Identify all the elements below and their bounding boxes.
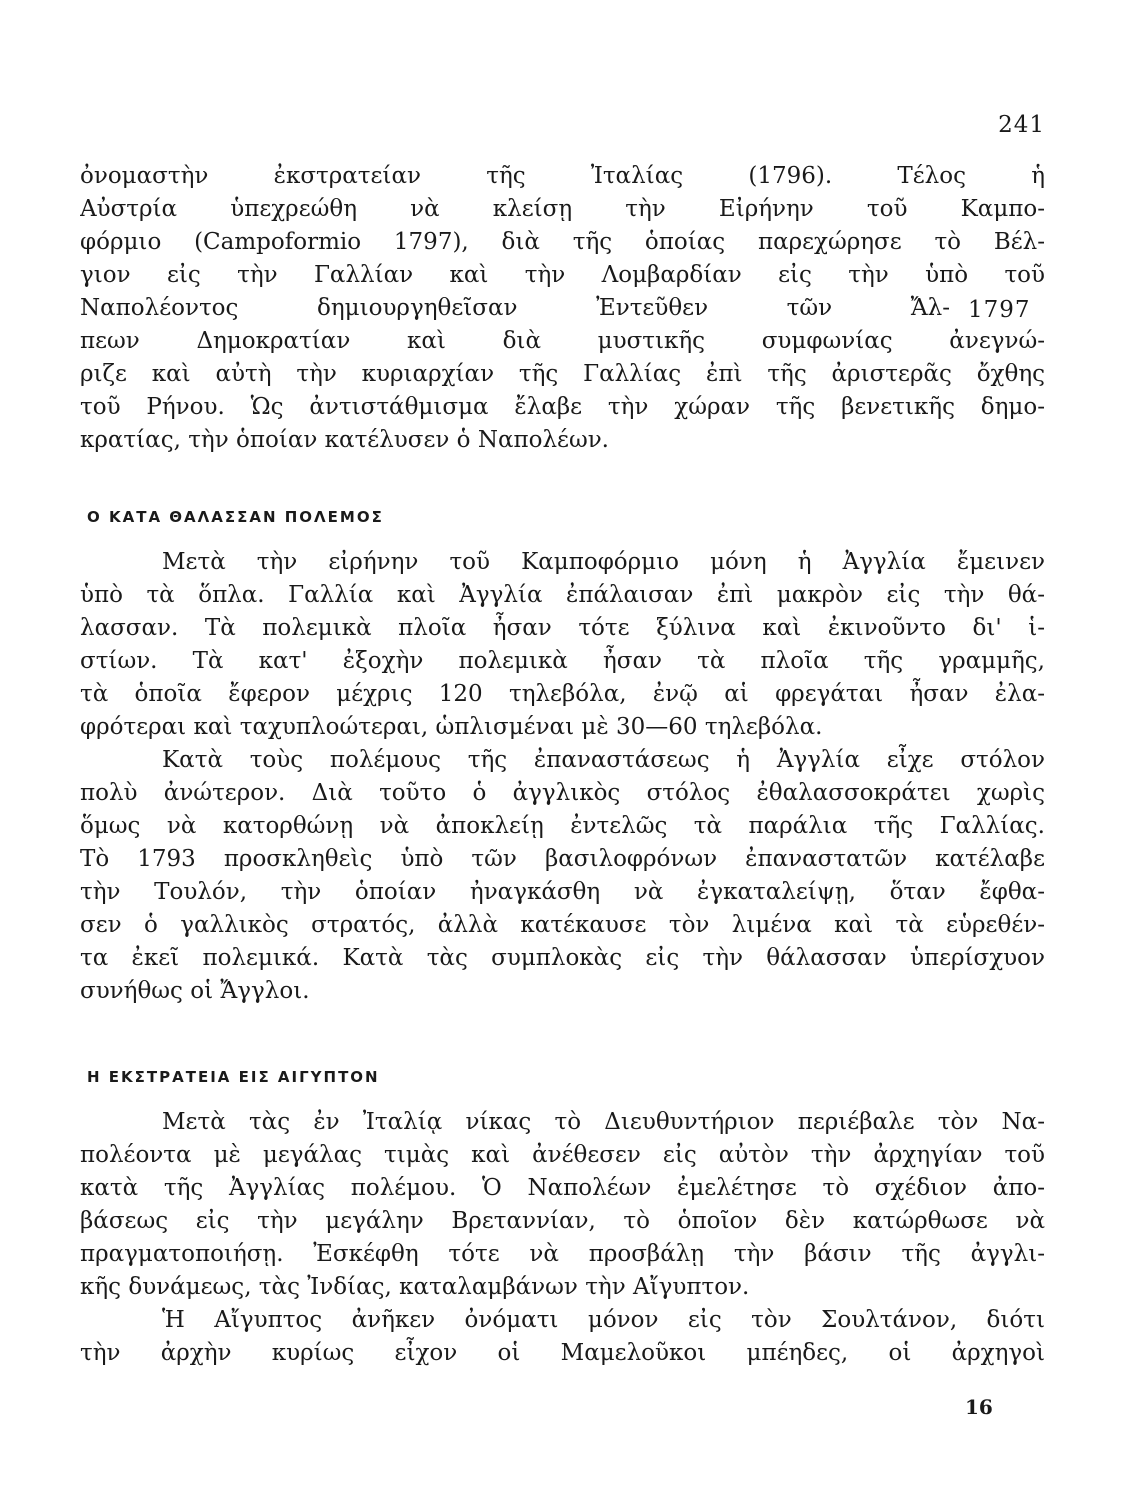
text-line: στίων. Τὰ κατ' ἐξοχὴν πολεμικὰ ἦσαν τὰ πλοῖα τῆς γραμμῆς,	[80, 648, 1045, 674]
section-heading-egypt-campaign: Η ΕΚΣΤΡΑΤΕΙΑ ΕΙΣ ΑΙΓΥΠΤΟΝ	[87, 1068, 380, 1086]
text-line: τὰ ὁποῖα ἔφερον μέχρις 120 τηλεβόλα, ἐνῷ αἱ φρεγάται ἦσαν ἐλα-	[80, 681, 1045, 707]
text-line: τοῦ Ρήνου. Ὡς ἀντιστάθμισμα ἔλαβε τὴν χώραν τῆς βενετικῆς δημο-	[80, 394, 1045, 420]
text-line: τὴν ἀρχὴν κυρίως εἶχον οἱ Μαμελοῦκοι μπέηδες, οἱ ἀρχηγοὶ	[80, 1340, 1045, 1366]
section-heading-naval-war: Ο ΚΑΤΑ ΘΑΛΑΣΣΑΝ ΠΟΛΕΜΟΣ	[87, 508, 384, 526]
text-line: ὀνομαστὴν ἐκστρατείαν τῆς Ἰταλίας (1796). Τέλος ἡ	[80, 163, 1045, 189]
text-line: Αὐστρία ὑπεχρεώθη νὰ κλείσῃ τὴν Εἰρήνην τοῦ Καμπο-	[80, 196, 1045, 222]
text-line: κρατίας, τὴν ὁποίαν κατέλυσεν ὁ Ναπολέων.	[80, 427, 609, 453]
text-line: Τὸ 1793 προσκληθεὶς ὑπὸ τῶν βασιλοφρόνων ἐπαναστατῶν κατέλαβε	[80, 846, 1045, 872]
text-line: πολὺ ἀνώτερον. Διὰ τοῦτο ὁ ἀγγλικὸς στόλος ἐθαλασσοκράτει χωρὶς	[80, 780, 1045, 806]
text-line: λασσαν. Τὰ πολεμικὰ πλοῖα ἦσαν τότε ξύλινα καὶ ἐκινοῦντο δι' ἱ-	[80, 615, 1045, 641]
text-line: φόρμιο (Campoformio 1797), διὰ τῆς ὁποίας παρεχώρησε τὸ Βέλ-	[80, 229, 1045, 255]
text-line: τα ἐκεῖ πολεμικά. Κατὰ τὰς συμπλοκὰς εἰς τὴν θάλασσαν ὑπερίσχυον	[80, 945, 1045, 971]
intro-paragraph	[80, 160, 1045, 457]
text-line: πεων Δημοκρατίαν καὶ διὰ μυστικῆς συμφωνίας ἀνεγνώ-	[80, 328, 1045, 354]
text-line: Μετὰ τὰς ἐν Ἰταλίᾳ νίκας τὸ Διευθυντήριον περιέβαλε τὸν Να-	[162, 1109, 1045, 1135]
text-line: φρότεραι καὶ ταχυπλοώτεραι, ὡπλισμέναι μὲ 30—60 τηλεβόλα.	[80, 714, 823, 740]
signature-mark: 16	[965, 1395, 993, 1419]
text-line: Ἡ Αἴγυπτος ἀνῆκεν ὀνόματι μόνον εἰς τὸν Σουλτάνον, διότι	[162, 1307, 1045, 1333]
page-number: 241	[998, 112, 1045, 138]
text-line: ὑπὸ τὰ ὅπλα. Γαλλία καὶ Ἀγγλία ἐπάλαισαν ἐπὶ μακρὸν εἰς τὴν θά-	[80, 582, 1045, 608]
text-line: τὴν Τουλόν, τὴν ὁποίαν ἠναγκάσθη νὰ ἐγκαταλείψῃ, ὅταν ἔφθα-	[80, 879, 1045, 905]
text-line: κατὰ τῆς Ἀγγλίας πολέμου. Ὁ Ναπολέων ἐμελέτησε τὸ σχέδιον ἀπο-	[80, 1175, 1045, 1201]
text-line: ριζε καὶ αὐτὴ τὴν κυριαρχίαν τῆς Γαλλίας ἐπὶ τῆς ἀριστερᾶς ὄχθης	[80, 361, 1045, 387]
section-egypt-campaign-body	[80, 1106, 1045, 1370]
section-naval-war-body	[80, 546, 1045, 1008]
text-line: Ναπολέοντος δημιουργηθεῖσαν Ἐντεῦθεν τῶν Ἄλ-	[80, 295, 950, 321]
text-line: συνήθως οἱ Ἄγγλοι.	[80, 978, 310, 1004]
text-line: πολέοντα μὲ μεγάλας τιμὰς καὶ ἀνέθεσεν εἰς αὐτὸν τὴν ἀρχηγίαν τοῦ	[80, 1142, 1045, 1168]
text-line: κῆς δυνάμεως, τὰς Ἰνδίας, καταλαμβάνων τὴν Αἴγυπτον.	[80, 1274, 750, 1300]
text-line: γιον εἰς τὴν Γαλλίαν καὶ τὴν Λομβαρδίαν εἰς τὴν ὑπὸ τοῦ	[80, 262, 1045, 288]
text-line: Μετὰ τὴν εἰρήνην τοῦ Καμποφόρμιο μόνη ἡ Ἀγγλία ἔμεινεν	[162, 549, 1045, 575]
text-line: Κατὰ τοὺς πολέμους τῆς ἐπαναστάσεως ἡ Ἀγγλία εἶχε στόλον	[162, 747, 1045, 773]
text-line: βάσεως εἰς τὴν μεγάλην Βρεταννίαν, τὸ ὁποῖον δὲν κατώρθωσε νὰ	[80, 1208, 1045, 1234]
text-line: ὅμως νὰ κατορθώνῃ νὰ ἀποκλείῃ ἐντελῶς τὰ παράλια τῆς Γαλλίας.	[80, 813, 1045, 839]
text-line: πραγματοποιήσῃ. Ἐσκέφθη τότε νὰ προσβάλῃ τὴν βάσιν τῆς ἀγγλι-	[80, 1241, 1045, 1267]
text-line: σεν ὁ γαλλικὸς στρατός, ἀλλὰ κατέκαυσε τὸν λιμένα καὶ τὰ εὑρεθέν-	[80, 912, 1045, 938]
margin-year-note: 1797	[968, 297, 1031, 323]
